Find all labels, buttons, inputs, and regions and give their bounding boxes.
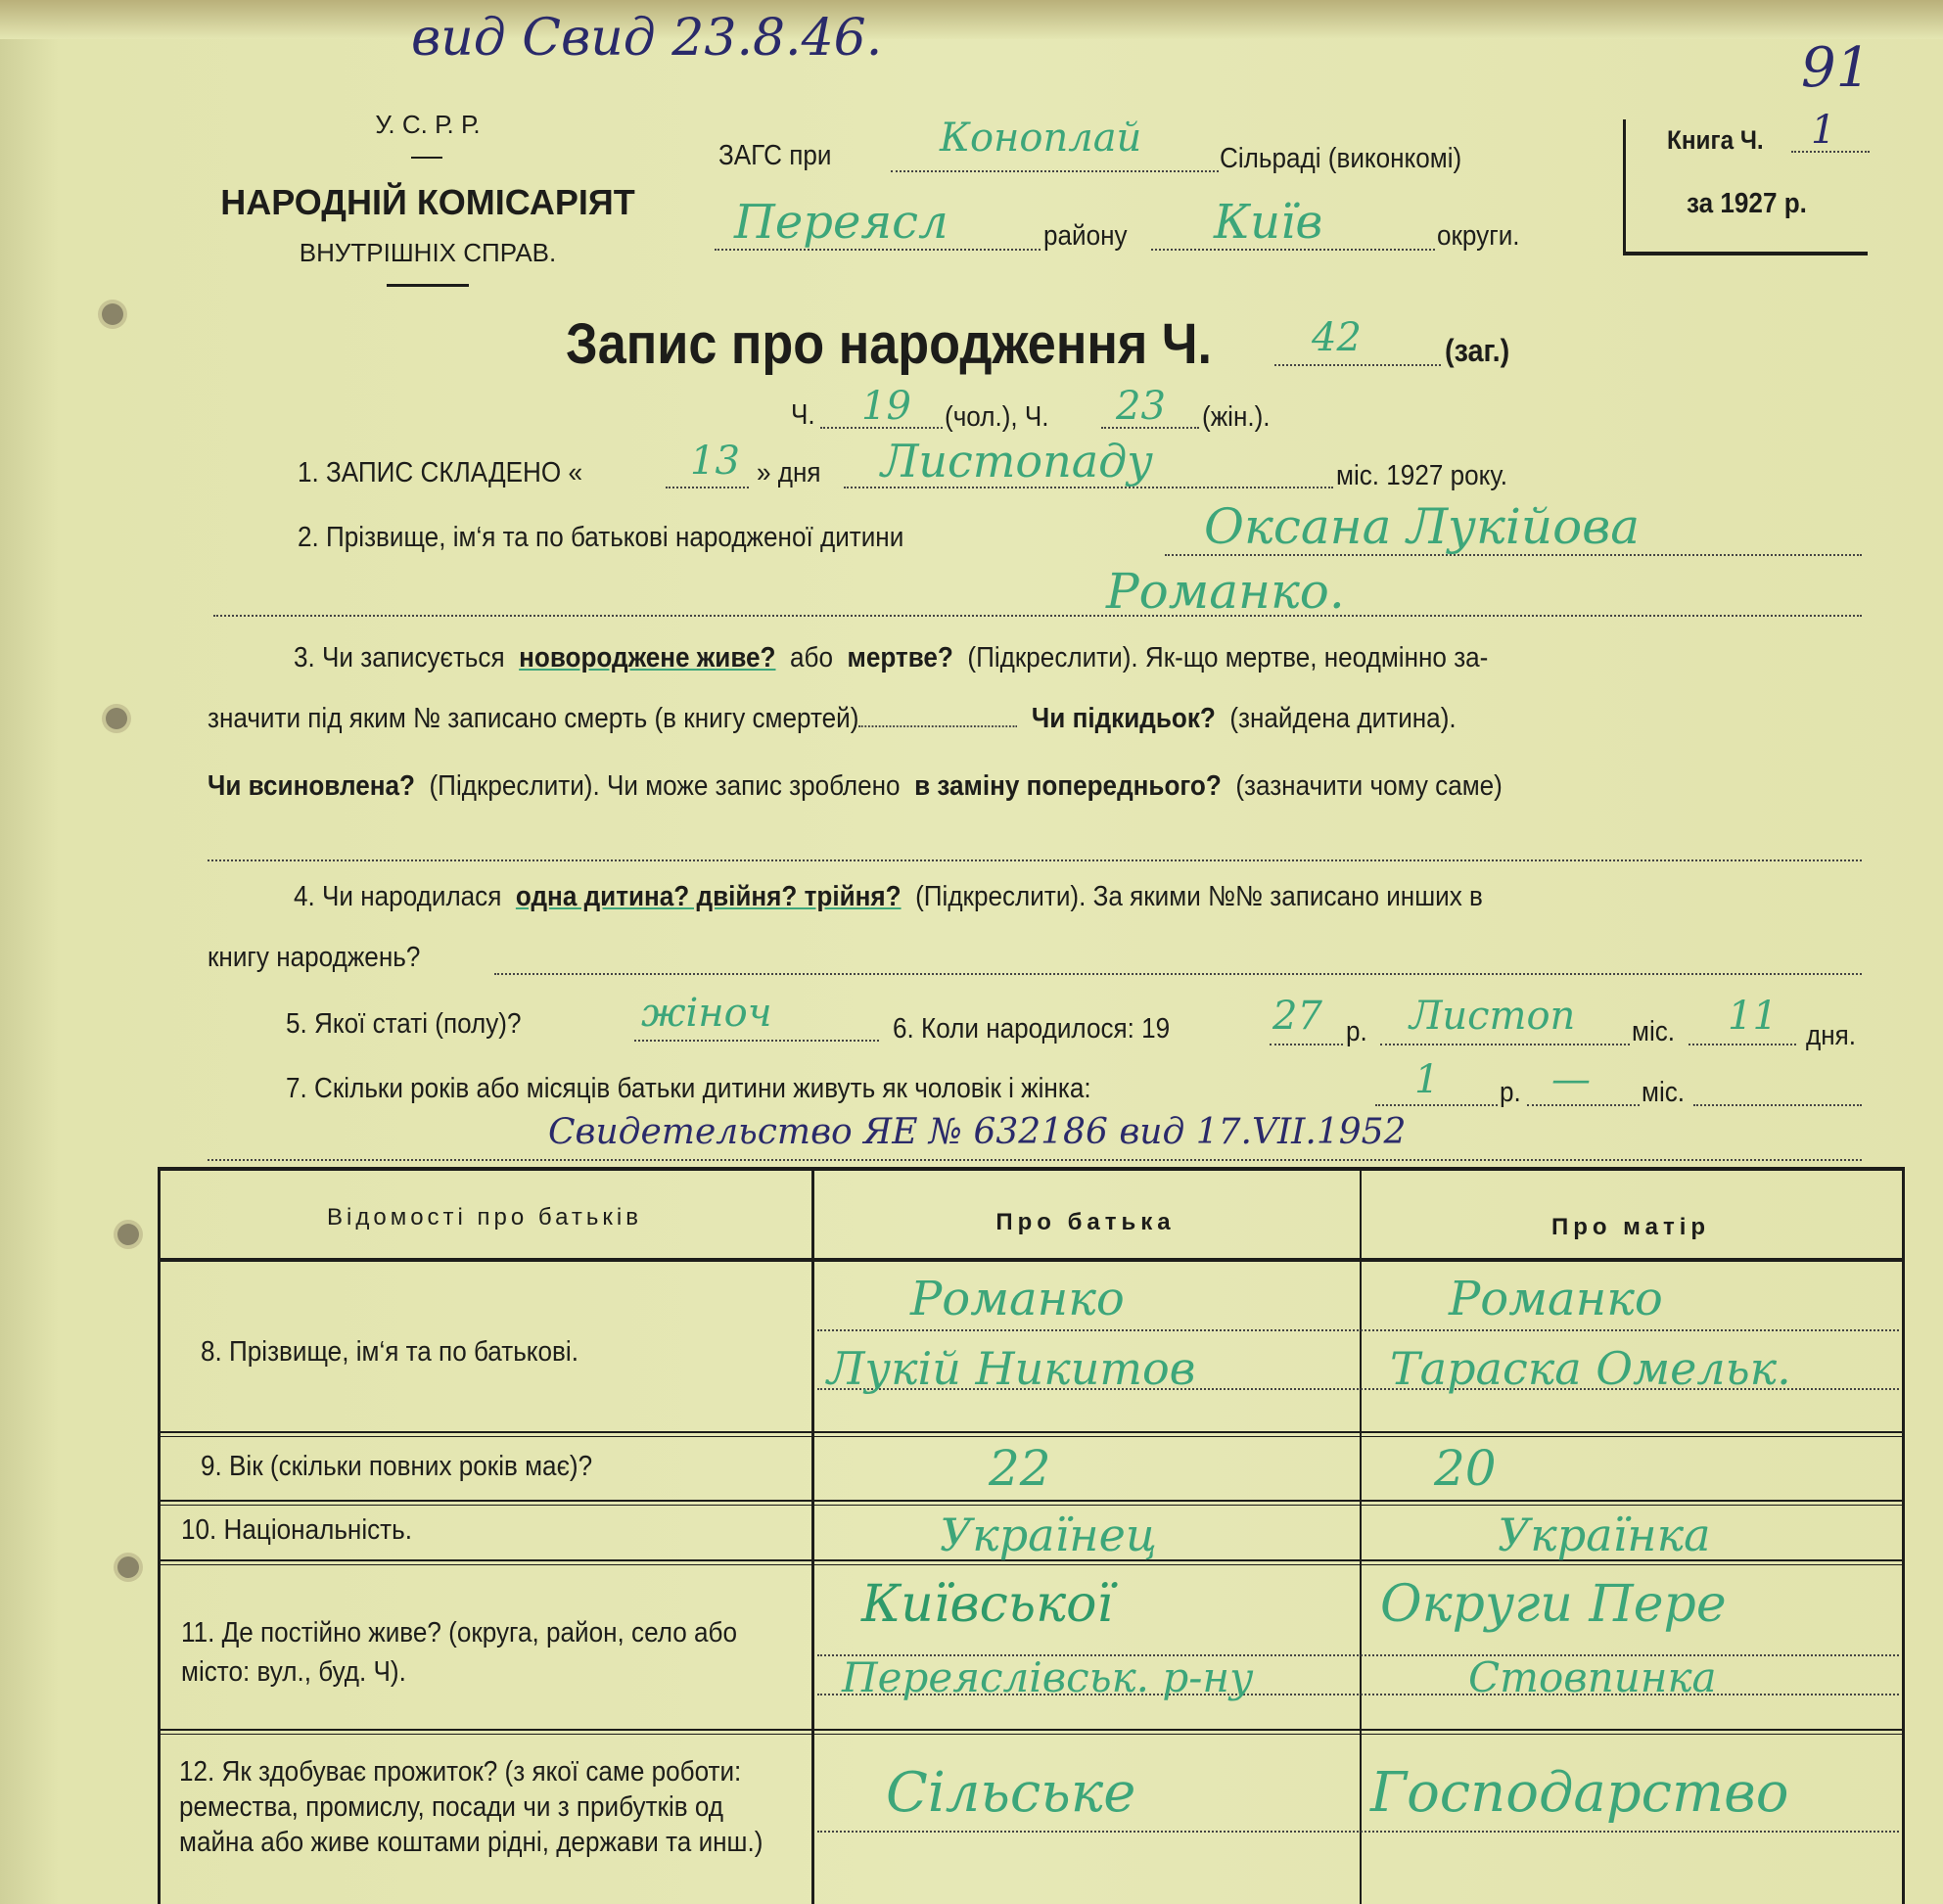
dotted-line — [1689, 1044, 1796, 1045]
father-nationality: Українец — [940, 1509, 1157, 1561]
department-label: ВНУТРІШНІХ СПРАВ. — [299, 238, 557, 267]
row12-label: 12. Як здобуває прожиток? (з якої саме роботи: ремества, промислу, посади чи з прибутків од майна або живе коштами рідні, держави та инш.) — [179, 1756, 763, 1858]
table-column-rule — [811, 1167, 814, 1904]
field1-end: міс. 1927 року. — [1336, 460, 1508, 491]
dotted-line — [1270, 1044, 1343, 1045]
field3-text: 3. Чи записується — [294, 642, 505, 673]
dotted-line — [817, 1831, 1899, 1833]
male-number: 19 — [861, 384, 911, 429]
dotted-line — [213, 615, 1862, 617]
father-age: 22 — [989, 1440, 1051, 1497]
punch-hole — [117, 1556, 139, 1578]
dotted-line — [858, 725, 1017, 727]
field1-mid: » дня — [757, 457, 821, 488]
mother-residence-1: Округи Пере — [1380, 1575, 1727, 1634]
female-label: (жін.). — [1202, 401, 1271, 433]
row9-label: 9. Вік (скільки повних років має)? — [201, 1451, 593, 1482]
field1-label: 1. ЗАПИС СКЛАДЕНО « — [298, 457, 582, 488]
field6-label: 6. Коли народилося: 19 — [893, 1013, 1171, 1045]
table-rule — [158, 1734, 1905, 1735]
zags-label: ЗАГС при — [718, 140, 832, 171]
male-label: (чол.), Ч. — [945, 401, 1049, 433]
field4-options: одна дитина? двійня? трійня? — [515, 881, 902, 912]
marriage-years: 1 — [1414, 1057, 1440, 1102]
field3-replace-text: (Підкреслити). Чи може запис зроблено — [429, 770, 901, 802]
table-header-info: Відомості про батьків — [327, 1204, 642, 1231]
okruha-label: округи. — [1437, 220, 1520, 252]
field4-text: 4. Чи народилася — [294, 881, 502, 912]
divider — [411, 157, 442, 159]
field7-label: 7. Скільки років або місяців батьки дитини живуть як чоловік і жінка: — [286, 1073, 1091, 1104]
silradi-label: Сільраді (виконкомі) — [1220, 143, 1462, 174]
paper-edge — [0, 0, 1943, 39]
child-name: Оксана Лукійова — [1204, 498, 1641, 555]
father-surname: Романко — [910, 1272, 1125, 1326]
field4-line1 — [294, 881, 1483, 913]
book-number: 1 — [1811, 108, 1836, 153]
book-label: Книга Ч. — [1667, 125, 1764, 155]
field3-line1 — [294, 642, 1488, 674]
table-column-rule — [1360, 1167, 1362, 1904]
birth-year: 27 — [1272, 994, 1322, 1039]
field3-note: (Підкреслити). Як-що мертве, неодмінно за- — [967, 642, 1489, 673]
field3-adopted: Чи всиновлена? — [208, 770, 415, 802]
mother-residence-2: Стовпинка — [1468, 1653, 1717, 1701]
field7-r: р. — [1500, 1077, 1521, 1108]
field2-label: 2. Прізвище, ім‘я та по батькові народженої дитини — [298, 522, 904, 553]
birth-month: Листоп — [1410, 994, 1576, 1039]
mother-nationality: Українка — [1498, 1509, 1711, 1561]
field3-or: або — [790, 642, 833, 673]
dotted-line — [1380, 1044, 1630, 1045]
punch-hole — [106, 708, 127, 729]
dotted-line — [817, 1329, 1899, 1331]
dotted-line — [1693, 1104, 1862, 1106]
dotted-line — [208, 1159, 1862, 1161]
field5-label: 5. Якої статі (полу)? — [286, 1008, 522, 1040]
table-header-mother: Про матір — [1550, 1214, 1711, 1240]
field3-found-note: (знайдена дитина). — [1229, 703, 1457, 734]
dotted-line — [666, 487, 749, 488]
table-rule — [158, 1258, 1905, 1262]
row10-label: 10. Національність. — [181, 1514, 412, 1546]
field3-foundling: Чи підкидьок? — [1031, 703, 1216, 734]
field6-r: р. — [1346, 1016, 1367, 1047]
dotted-line — [1375, 1104, 1498, 1106]
table-column-rule — [1902, 1167, 1905, 1904]
marriage-months: — — [1551, 1057, 1591, 1102]
mother-name: Тараска Омельк. — [1390, 1342, 1791, 1395]
divider — [387, 284, 469, 287]
mother-occupation: Господарство — [1370, 1761, 1789, 1825]
field6-dnya: дня. — [1806, 1020, 1857, 1051]
field4-note: (Підкреслити). За якими №№ записано инших в — [915, 881, 1483, 912]
father-residence-2: Переяслівськ. р-ну — [842, 1653, 1254, 1701]
field3-line3 — [208, 770, 1503, 803]
book-box-border — [1623, 119, 1626, 255]
father-occupation: Сільське — [886, 1761, 1136, 1825]
field3-line2 — [208, 703, 1457, 735]
female-number: 23 — [1116, 384, 1166, 429]
punch-hole — [102, 303, 123, 325]
field1-month: Листопаду — [881, 435, 1153, 488]
field4-book: книгу народжень? — [208, 942, 421, 973]
birth-day: 11 — [1728, 994, 1778, 1039]
field6-mis: міс. — [1632, 1016, 1676, 1047]
top-handwritten-note: вид Свид 23.8.46. — [411, 9, 883, 68]
father-residence-1: Київської — [861, 1575, 1114, 1634]
table-rule — [158, 1436, 1905, 1437]
table-rule — [158, 1564, 1905, 1565]
table-rule — [158, 1500, 1905, 1502]
field3-reason: (зазначити чому саме) — [1235, 770, 1503, 802]
field3-replace: в заміну попереднього? — [914, 770, 1222, 802]
raion-value: Переясл — [734, 195, 948, 250]
raion-label: району — [1043, 220, 1128, 252]
row11-label: 11. Де постійно живе? (округа, район, село або місто: вул., буд. Ч). — [181, 1617, 738, 1688]
table-rule — [158, 1729, 1905, 1731]
table-header-father: Про батька — [995, 1209, 1176, 1235]
father-name: Лукій Никитов — [827, 1342, 1196, 1395]
field3-alive: новороджене живе? — [519, 642, 776, 673]
book-box-border — [1623, 252, 1868, 255]
row8-label: 8. Прізвище, ім‘я та по батькові. — [201, 1336, 578, 1368]
child-surname: Романко. — [1106, 563, 1345, 620]
dotted-line — [208, 859, 1862, 861]
punch-hole — [117, 1224, 139, 1245]
zags-value: Коноплай — [940, 116, 1142, 161]
title-suffix: (заг.) — [1445, 333, 1510, 368]
commissariat-title: НАРОДНІЙ КОМІСАРІЯТ — [220, 182, 635, 222]
okruha-value: Київ — [1214, 195, 1323, 250]
mother-surname: Романко — [1449, 1272, 1663, 1326]
field1-day: 13 — [690, 439, 740, 484]
record-number: 42 — [1312, 315, 1362, 360]
dotted-line — [1274, 364, 1441, 366]
dotted-line — [634, 1040, 879, 1042]
dotted-line — [891, 170, 1219, 172]
table-column-rule — [158, 1167, 161, 1904]
certificate-note: Свидетельство ЯЕ № 632186 вид 17.VII.1952 — [548, 1112, 1407, 1152]
page-title: Запис про народження Ч. — [566, 312, 1213, 376]
dotted-line — [494, 973, 1862, 975]
ussr-label: У. С. Р. Р. — [375, 110, 481, 139]
field3-dead: мертве? — [847, 642, 953, 673]
dotted-line — [1527, 1104, 1640, 1106]
field3-death-ref: значити під яким № записано смерть (в книгу смертей) — [208, 703, 859, 734]
table-rule — [158, 1431, 1905, 1433]
field7-mis: міс. — [1642, 1077, 1686, 1108]
ch-label: Ч. — [791, 399, 815, 431]
mother-age: 20 — [1434, 1440, 1497, 1497]
table-rule — [158, 1167, 1905, 1171]
page-number: 91 — [1801, 36, 1872, 100]
book-year: за 1927 р. — [1687, 188, 1807, 219]
sex-value: жіноч — [641, 991, 772, 1036]
table-rule — [158, 1505, 1905, 1506]
